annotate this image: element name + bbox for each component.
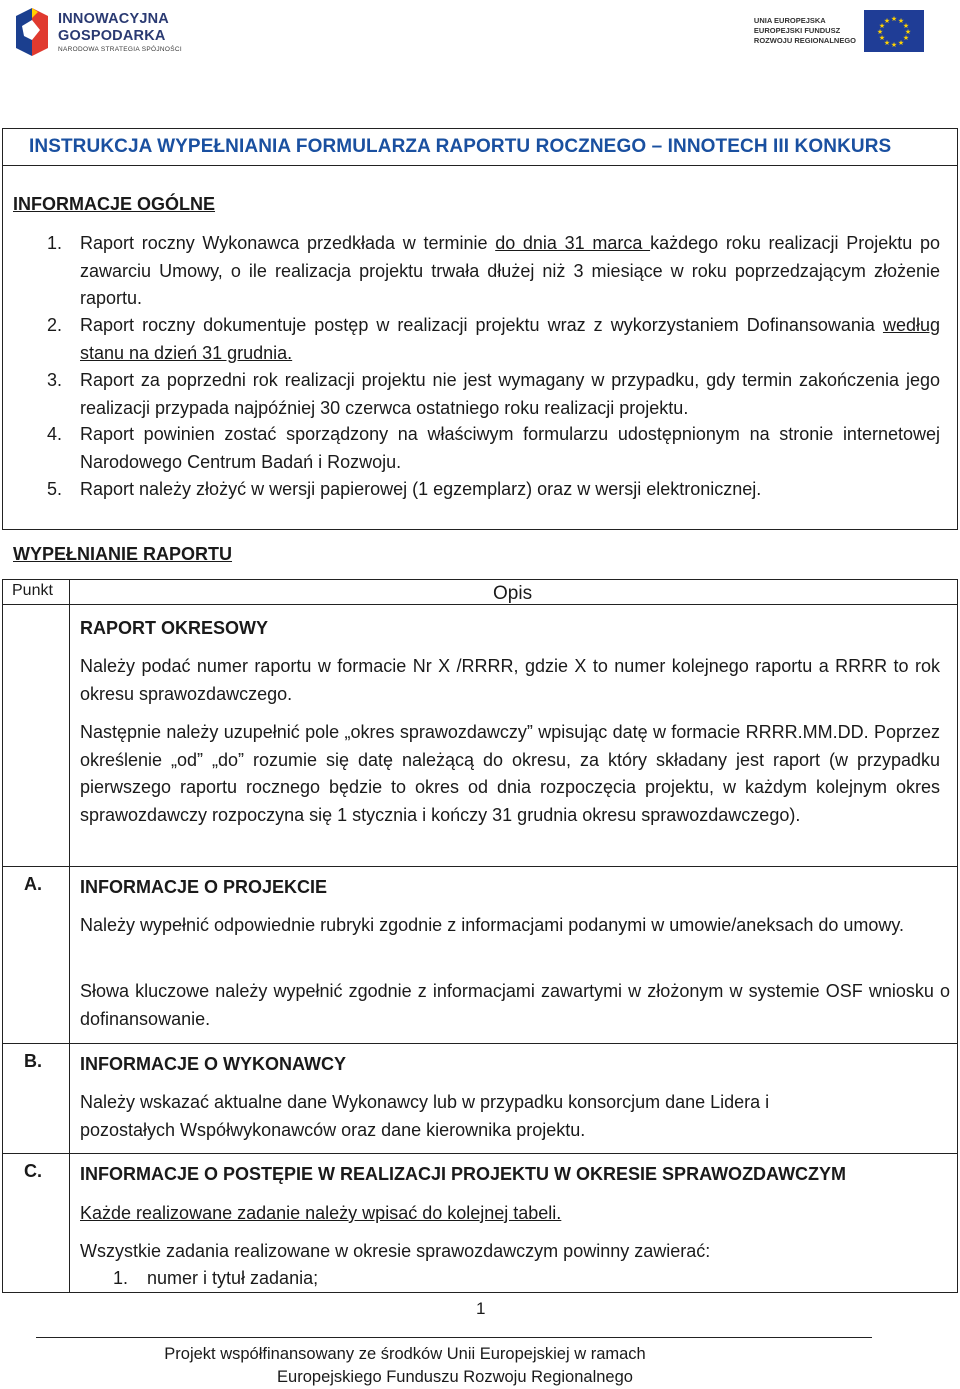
table-divider (2, 866, 958, 867)
section-c-title: INFORMACJE O POSTĘPIE W REALIZACJI PROJEKTU W OKRESIE SPRAWOZDAWCZYM (80, 1164, 847, 1184)
section-c-list-item: numer i tytuł zadania; (147, 1268, 319, 1288)
table-divider (2, 1153, 958, 1154)
innowacyjna-gospodarka-logo (14, 5, 264, 59)
list-number: 4. (47, 424, 63, 444)
raport-okresowy-p2: Następnie należy uzupełnić pole „okres sprawozdawczy” wpisując datę w formacie RRRR.MM.DD. Poprzez określenie „od” „do” rozumie się datę należącą do okresu, za który składany jest raport (w przypadku pierwszego raportu rocznego będzie to okres od dnia rozpoczęcia projektu, w każdym kolejnym okres sprawozdawczy rozpoczyna się 1 stycznia i kończy 31 grudnia okresu sprawozdawczego). (80, 722, 940, 825)
footer-line1: Projekt współfinansowany ze środków Unii Europejskiej w ramach (164, 1345, 646, 1363)
table-divider (2, 604, 958, 605)
raport-okresowy-p1: Należy podać numer raportu w formacie Nr X /RRRR, gdzie X to numer kolejnego raportu a RRRR to rok okresu sprawozdawczego. (80, 656, 940, 704)
section-c-label: C. (24, 1161, 42, 1181)
svg-text:★: ★ (904, 28, 912, 36)
svg-text:★: ★ (883, 39, 891, 47)
svg-text:★: ★ (883, 17, 891, 25)
eu-logo-line1: UNIA EUROPEJSKA (753, 16, 826, 25)
column-header-punkt: Punkt (12, 582, 53, 599)
logo-title: INNOWACYJNA GOSPODARKA (58, 10, 169, 44)
svg-text:★: ★ (902, 22, 910, 30)
section-a-p1: Należy wypełnić odpowiednie rubryki zgodnie z informacjami podanymi w umowie/aneksach do umowy. (80, 915, 905, 935)
section-a-p2: Słowa kluczowe należy wypełnić zgodnie z informacjami zawartymi w złożonym w systemie OSF wniosku o dofinansowanie. (80, 981, 950, 1029)
column-header-opis: Opis (493, 583, 533, 604)
section-b-p1: Należy wskazać aktualne dane Wykonawcy lub w przypadku konsorcjum dane Lidera i pozostałych Współwykonawców oraz dane kierownika projektu. (80, 1092, 770, 1140)
ig-emblem-icon (14, 6, 50, 58)
section-c-p2: Wszystkie zadania realizowane w okresie sprawozdawczym powinny zawierać: (80, 1241, 711, 1261)
general-info-heading: INFORMACJE OGÓLNE (13, 194, 216, 214)
footer-line2: Europejskiego Funduszu Rozwoju Regionalnego (277, 1368, 633, 1386)
list-number: 2. (47, 315, 63, 335)
svg-text:★: ★ (878, 22, 886, 30)
svg-text:★: ★ (902, 34, 910, 42)
section-b-title: INFORMACJE O WYKONAWCY (80, 1054, 347, 1074)
document-title: INSTRUKCJA WYPEŁNIANIA FORMULARZA RAPORTU ROCZNEGO – INNOTECH III KONKURS (29, 136, 892, 157)
section-c-p1: Każde realizowane zadanie należy wpisać do kolejnej tabeli. (80, 1203, 562, 1223)
table-divider (69, 579, 70, 1293)
list-number: 5. (47, 479, 63, 499)
eu-logo-line2: EUROPEJSKI FUNDUSZ (753, 26, 841, 35)
section-b-label: B. (24, 1051, 42, 1071)
svg-text:★: ★ (890, 41, 898, 49)
section-c-list-number: 1. (113, 1268, 129, 1288)
eu-logo (754, 6, 924, 56)
eu-logo-line3: ROZWOJU REGIONALNEGO (753, 36, 856, 45)
footer-divider (36, 1337, 872, 1338)
list-number: 1. (47, 233, 63, 253)
eu-flag-icon (864, 10, 924, 52)
section-a-label: A. (24, 874, 42, 894)
svg-text:★: ★ (876, 28, 884, 36)
section-a-title: INFORMACJE O PROJEKCIE (80, 877, 328, 897)
list-number: 3. (47, 370, 63, 390)
svg-text:★: ★ (897, 39, 905, 47)
svg-text:★: ★ (878, 34, 886, 42)
svg-text:★: ★ (897, 17, 905, 25)
page-number: 1 (476, 1299, 486, 1318)
logo-subtitle: NARODOWA STRATEGIA SPÓJNOŚCI (58, 45, 182, 53)
raport-okresowy-title: RAPORT OKRESOWY (80, 618, 269, 638)
svg-text:★: ★ (890, 15, 898, 23)
filling-heading: WYPEŁNIANIE RAPORTU (13, 544, 233, 564)
table-divider (2, 1043, 958, 1044)
document-title-bar (2, 128, 958, 166)
